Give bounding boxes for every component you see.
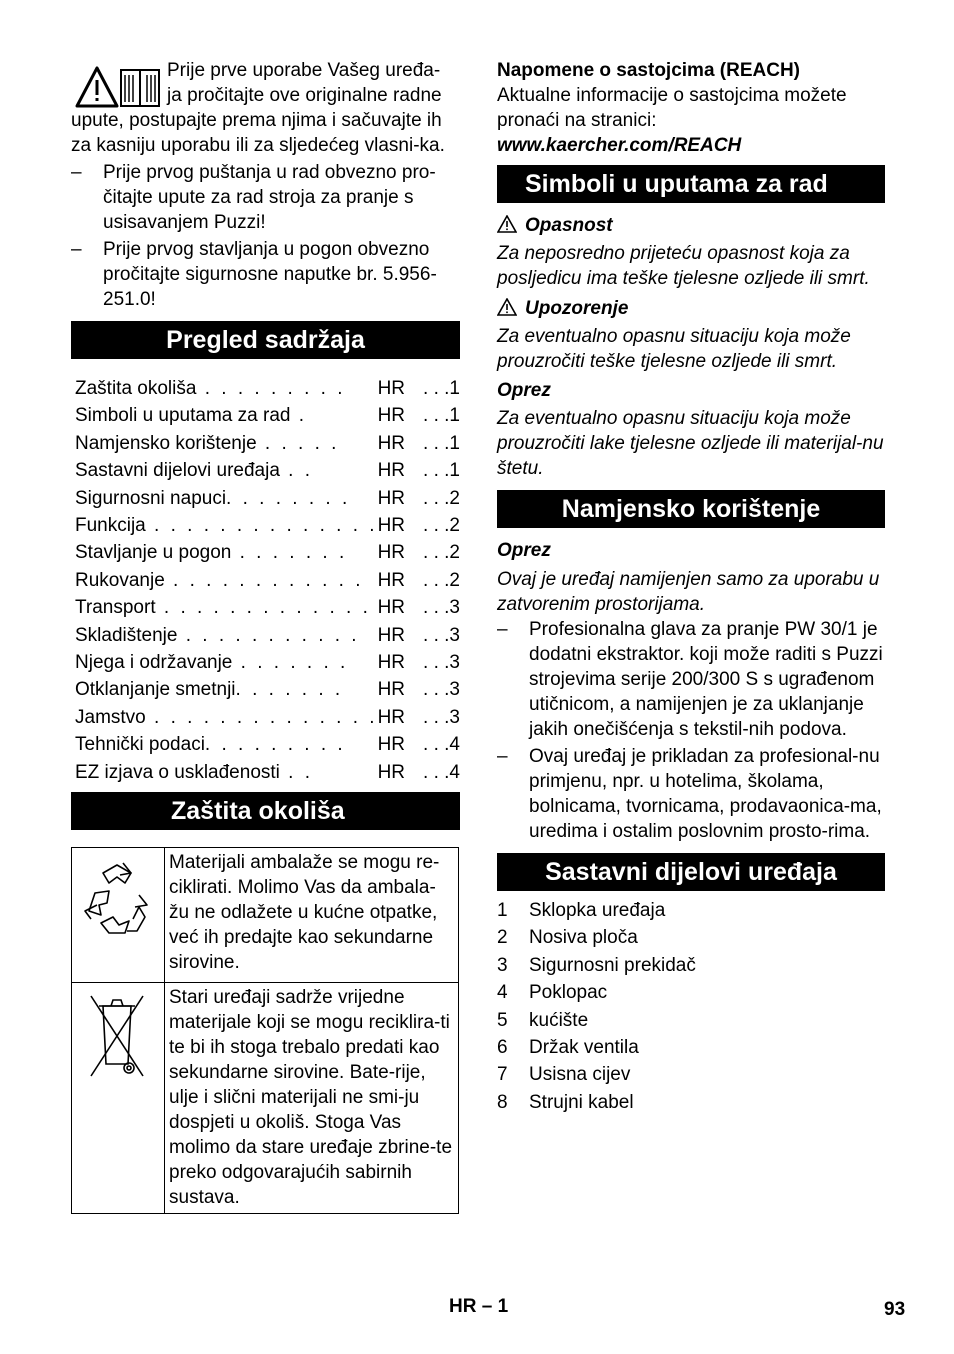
toc-entry [71, 430, 378, 457]
warning-label-line [497, 296, 885, 321]
toc-lang: HR [377, 706, 406, 728]
danger-label: Opasnost [525, 215, 613, 236]
toc-row [71, 457, 460, 484]
toc-row [71, 676, 460, 703]
toc-entry [71, 594, 378, 621]
toc-leaders: . . . . . . . [231, 542, 348, 564]
toc-lang: HR [377, 405, 406, 427]
parts-item-label: Sklopka uređaja [529, 900, 666, 921]
parts-heading: Sastavni dijelovi uređaja [497, 853, 885, 891]
toc-entry [71, 759, 378, 786]
toc-title: Jamstvo [75, 706, 146, 728]
left-column [71, 58, 460, 1214]
crossed-bin-icon [73, 984, 161, 1084]
toc-leaders: . . . . . . . . . . . . . [155, 597, 371, 619]
toc-entry [71, 622, 378, 649]
parts-item [497, 1061, 885, 1088]
parts-item [497, 1007, 885, 1034]
toc-lang: HR [377, 761, 406, 783]
footer-section: HR – 1 [449, 1296, 509, 1317]
right-column [497, 58, 885, 1116]
toc-lang: HR [377, 378, 406, 399]
toc-heading: Pregled sadržaja [71, 321, 460, 359]
toc-leaders: . . . . . . . . . [204, 734, 346, 756]
toc-row [71, 622, 460, 649]
parts-item [497, 1034, 885, 1061]
parts-item [497, 979, 885, 1006]
toc-title: Rukovanje [75, 569, 165, 591]
toc-lang: HR [377, 432, 406, 454]
toc-leaders: . [290, 405, 308, 427]
parts-item-number: 1 [497, 900, 508, 921]
toc-page: . . .3 [423, 624, 460, 646]
toc-lang: HR [377, 734, 406, 756]
environment-table [71, 847, 459, 1214]
toc-title: Namjensko korištenje [75, 432, 257, 454]
toc-page: . . .2 [423, 542, 460, 564]
toc-row [71, 375, 460, 402]
toc-leaders: . . . . . . . [232, 652, 349, 674]
toc-lang: HR [377, 569, 406, 591]
parts-item-label: Poklopac [529, 982, 608, 1004]
toc-page: . . .1 [423, 432, 460, 454]
parts-item-label: kućište [529, 1009, 589, 1031]
parts-item-number: 5 [497, 1009, 508, 1031]
environment-heading: Zaštita okoliša [71, 792, 460, 830]
footer-page-number: 93 [884, 1299, 906, 1320]
toc-lang: HR [377, 652, 406, 674]
toc-lang: HR [377, 597, 406, 619]
toc-leaders: . . . . . . . . . . . . [164, 569, 364, 591]
intended-use-caution-text: Ovaj je uređaj namijenjen samo za uporabu u zatvorenim prostorijama. [497, 569, 880, 615]
parts-item [497, 924, 885, 951]
toc-title: Tehnički podaci [75, 734, 205, 756]
toc-lang: HR [377, 679, 406, 701]
parts-item-number: 7 [497, 1064, 508, 1086]
toc-leaders: . . . . . . . [235, 679, 344, 701]
toc-entry [71, 485, 378, 512]
danger-text: Za neposredno prijeteću opasnost koja za posljedicu ima teške tjelesne ozljede ili smrt. [497, 243, 870, 289]
warning-triangle-icon [497, 215, 517, 233]
parts-item-label: Strujni kabel [529, 1091, 634, 1113]
toc-leaders: . . . . . [256, 432, 340, 454]
parts-item-label: Usisna cijev [529, 1064, 631, 1086]
toc-leaders: . . . . . . . . . . . . . . [145, 706, 378, 728]
intro-block [71, 58, 460, 158]
toc-page: . . .2 [423, 569, 460, 591]
environment-icon-cell [72, 848, 165, 983]
toc-title: EZ izjava o usklađenosti [75, 761, 280, 783]
toc-lang: HR [377, 515, 406, 537]
reach-text: Aktualne informacije o sastojcima možete pronaći na stranici: [497, 85, 847, 131]
parts-item-number: 2 [497, 927, 508, 949]
environment-icon-cell [72, 983, 165, 1214]
environment-row [72, 848, 459, 983]
toc-row [71, 402, 460, 429]
environment-row [72, 983, 459, 1214]
toc-page: . . .2 [423, 487, 460, 509]
intro-bullet: – Prije prvog stavljanja u pogon obvezno pročitajte sigurnosne naputke br. 5.956-251.0! [71, 237, 460, 312]
reach-url: www.kaercher.com/REACH [497, 135, 742, 156]
toc-entry [71, 539, 378, 566]
toc-row [71, 539, 460, 566]
toc-row [71, 485, 460, 512]
toc-leaders: . . [279, 460, 314, 482]
toc-entry [71, 676, 378, 703]
reach-heading: Napomene o sastojcima (REACH) [497, 60, 801, 81]
parts-item-label: Sigurnosni prekidač [529, 954, 696, 976]
toc-title: Stavljanje u pogon [75, 542, 232, 564]
toc-entry [71, 731, 378, 758]
toc-page: . . .4 [423, 734, 460, 756]
toc-entry [71, 567, 378, 594]
parts-item-label: Nosiva ploča [529, 927, 638, 949]
toc-row [71, 512, 460, 539]
recycle-icon [73, 849, 161, 974]
toc-leaders: . . [279, 761, 314, 783]
caution-label: Oprez [497, 380, 551, 401]
toc-entry [71, 512, 378, 539]
toc-title: Simboli u uputama za rad [75, 405, 291, 427]
toc-title: Sigurnosni napuci [75, 487, 227, 509]
environment-text: Materijali ambalaže se mogu re-ciklirati. Molimo Vas da ambala-žu ne odlažete u kućne otpatke, već ih predajte kao sekundarne sirovine. [165, 848, 459, 983]
toc-lang: HR [377, 624, 406, 646]
intro-line-2: ja pročitajte ove originalne radne [167, 85, 442, 106]
parts-item [497, 897, 885, 924]
parts-list [497, 897, 885, 1116]
toc-lang: HR [377, 542, 406, 564]
intro-line-1: Prije prve uporabe Vašeg uređa- [167, 60, 441, 81]
toc-page: . . .1 [423, 405, 460, 427]
toc-table [71, 375, 460, 786]
intro-bullet: – Prije prvog puštanja u rad obvezno pro-čitajte upute za rad stroja za pranje s usisavanjem Puzzi! [71, 160, 460, 235]
toc-page: . . .3 [423, 597, 460, 619]
warning-and-manual-icon [75, 66, 161, 110]
toc-leaders: . . . . . . . . [226, 487, 351, 509]
toc-title: Skladištenje [75, 624, 178, 646]
intended-use-bullet: – Ovaj uređaj je prikladan za profesional-nu primjenu, npr. u hotelima, školama, bolnicama, tvornicama, prodavaonica-ma, uredima i ostalim poslovnim prosto-rima. [497, 744, 885, 844]
toc-page: . . .3 [423, 706, 460, 728]
toc-title: Funkcija [75, 515, 146, 537]
toc-leaders: . . . . . . . . . . . [177, 624, 360, 646]
toc-page: . . .3 [423, 679, 460, 701]
intended-use-bullet: – Profesionalna glava za pranje PW 30/1 je dodatni ekstraktor. koji može raditi s Puzzi strojevima serije 200/300 S s ugrađenom utičnicom, a namijenjen je za uklanjanje jakih onečišćenja s tekstil-nih podova. [497, 617, 885, 742]
toc-row [71, 731, 460, 758]
toc-row [71, 567, 460, 594]
toc-row [71, 594, 460, 621]
toc-entry [71, 402, 378, 429]
environment-text: Stari uređaji sadrže vrijedne materijale koji se mogu reciklira-ti te bi ih stoga trebalo predati kao sekundarne sirovine. Bate-rije, ulje i slični materijali ne smi-ju dospjeti u okoliš. Stoga Vas molimo da stare uređaje zbrine-te preko odgovarajućih sabirnih sustava. [165, 983, 459, 1214]
toc-page: . . .3 [423, 652, 460, 674]
toc-page: . . .1 [423, 378, 460, 399]
toc-title: Otklanjanje smetnji [75, 679, 236, 701]
toc-title: Njega i održavanje [75, 652, 233, 674]
toc-leaders: . . . . . . . . . . . . . . [145, 515, 378, 537]
toc-lang: HR [377, 460, 406, 482]
toc-entry [71, 457, 378, 484]
danger-label-line [497, 213, 885, 238]
parts-item-number: 4 [497, 982, 508, 1004]
warning-triangle-icon [497, 298, 517, 316]
toc-leaders: . . . . . . . . . [196, 378, 346, 399]
parts-item-number: 6 [497, 1036, 508, 1058]
toc-entry [71, 375, 378, 402]
toc-entry [71, 649, 378, 676]
parts-item [497, 1089, 885, 1116]
caution-text: Za eventualno opasnu situaciju koja može prouzročiti lake tjelesne ozljede ili materijal-nu štetu. [497, 408, 884, 479]
toc-row [71, 759, 460, 786]
toc-row [71, 649, 460, 676]
symbols-heading: Simboli u uputama za rad [497, 165, 885, 203]
toc-entry [71, 704, 378, 731]
intended-use-heading: Namjensko korištenje [497, 490, 885, 528]
parts-item-number: 8 [497, 1091, 508, 1113]
intro-text: upute, postupajte prema njima i sačuvajte ih za kasniju uporabu ili za sljedećeg vlasni-ka. [71, 110, 445, 156]
toc-title: Sastavni dijelovi uređaja [75, 460, 280, 482]
toc-lang: HR [377, 487, 406, 509]
parts-item [497, 952, 885, 979]
toc-page: . . .1 [423, 460, 460, 482]
parts-item-label: Držak ventila [529, 1036, 639, 1058]
parts-item-number: 3 [497, 954, 508, 976]
intended-use-caution-label: Oprez [497, 540, 551, 561]
warning-label: Upozorenje [525, 298, 629, 319]
toc-page: . . .4 [423, 761, 460, 783]
toc-title: Zaštita okoliša [75, 378, 197, 399]
toc-row [71, 704, 460, 731]
warning-text: Za eventualno opasnu situaciju koja može prouzročiti teške tjelesne ozljede ili smrt. [497, 326, 851, 372]
toc-title: Transport [75, 597, 156, 619]
toc-row [71, 430, 460, 457]
toc-page: . . .2 [423, 515, 460, 537]
